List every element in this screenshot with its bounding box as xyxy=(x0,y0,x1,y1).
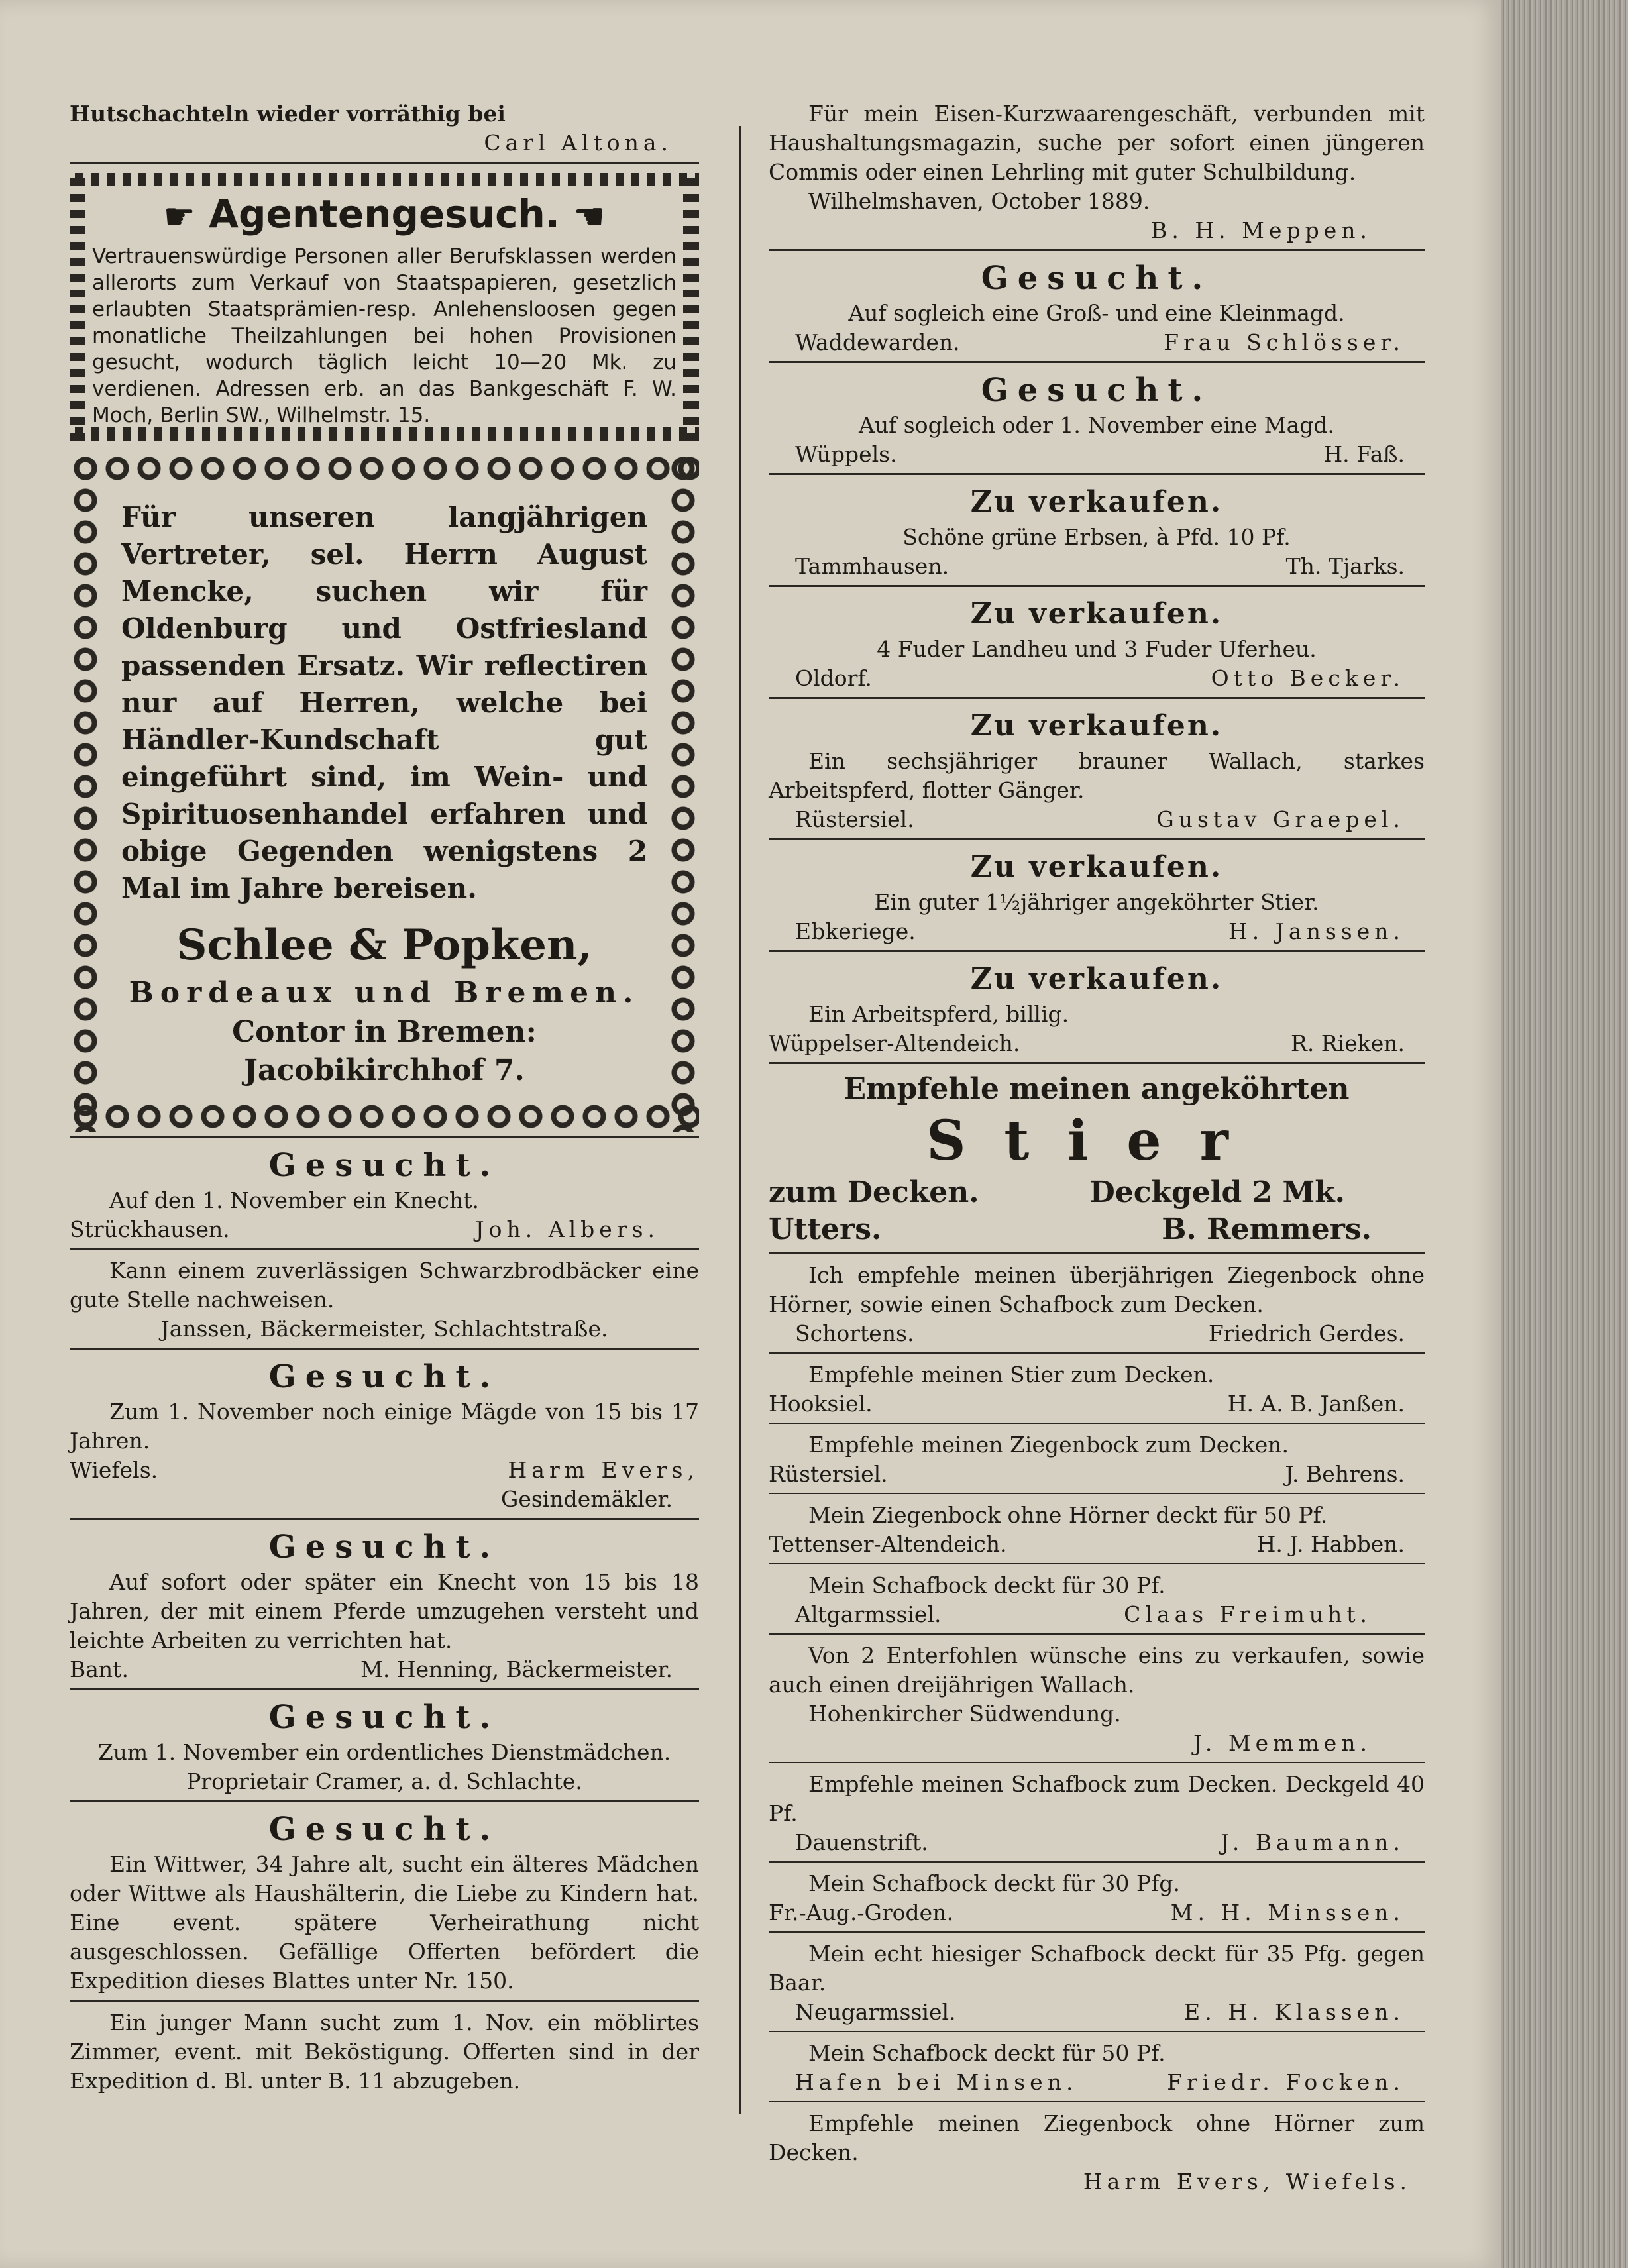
ad-text: zum Decken. xyxy=(769,1175,979,1209)
ad-text: Auf den 1. November ein Knecht. xyxy=(109,1187,480,1213)
ad-text: Empfehle meinen Schafbock zum Decken. Deckgeld 40 Pf. xyxy=(769,1771,1425,1826)
ad-place: Hooksiel. xyxy=(769,1391,873,1417)
ad-text: Kann einem zuverlässigen Schwarzbrodbäcker eine gute Stelle nachweisen. xyxy=(70,1257,699,1313)
ad-signature: Harm Evers, Wiefels. xyxy=(1083,2169,1411,2194)
ad-signature: Claas Freimuht. xyxy=(1124,1601,1372,1627)
ad-text: Hutschachteln wieder vorräthig bei xyxy=(70,101,506,127)
ad-place: Waddewarden. xyxy=(795,329,960,355)
ad-agentengesuch xyxy=(70,173,699,441)
ad-signature: Janssen, Bäckermeister, Schlachtstraße. xyxy=(160,1315,608,1342)
ad-place: Wiefels. xyxy=(70,1456,158,1483)
ad-place: Wüppelser-Altendeich. xyxy=(769,1030,1020,1056)
ad-gesucht-magd-wueppels xyxy=(769,370,1425,475)
ad-place: Tettenser-Altendeich. xyxy=(769,1531,1007,1557)
ad-text: Empfehle meinen Ziegenbock zum Decken. xyxy=(808,1432,1289,1458)
ad-text: Auf sogleich oder 1. November eine Magd. xyxy=(858,412,1335,438)
ad-verkaufen-stier xyxy=(769,847,1425,952)
ad-schafbock-baumann xyxy=(769,1770,1425,1863)
ad-signature: J. Behrens. xyxy=(1285,1461,1405,1487)
ad-text: Ein guter 1½jähriger angeköhrter Stier. xyxy=(874,889,1319,915)
ad-place: Strückhausen. xyxy=(70,1216,230,1242)
ad-text: Ein junger Mann sucht zum 1. Nov. ein möblirtes Zimmer, event. mit Beköstigung. Offerten sind in der Expedition d. Bl. unter B. 11 abzugeben. xyxy=(70,2009,699,2094)
ad-text: Ein sechsjähriger brauner Wallach, starkes Arbeitspferd, flotter Gänger. xyxy=(769,748,1425,803)
ad-title xyxy=(92,188,677,243)
ad-title: Zu verkaufen. xyxy=(970,597,1223,631)
ad-verkaufen-erbsen xyxy=(769,482,1425,587)
ad-title: Zu verkaufen. xyxy=(970,485,1223,519)
ad-title: Gesucht. xyxy=(268,1810,500,1848)
ad-place: Hohenkircher Südwendung. xyxy=(808,1701,1121,1727)
ad-signature: H. Faß. xyxy=(1323,441,1405,467)
ad-text: Zum 1. November noch einige Mägde von 15 bis 17 Jahren. xyxy=(70,1398,699,1454)
ad-date: Wilhelmshaven, October 1889. xyxy=(808,188,1150,214)
ad-schafbock-focken xyxy=(769,2039,1425,2102)
ad-title: Gesucht. xyxy=(981,260,1213,297)
ad-ziegenbock-gerdes xyxy=(769,1261,1425,1354)
ad-signature: H. A. B. Janßen. xyxy=(1227,1391,1405,1417)
ad-contor: Contor in Bremen: xyxy=(232,1014,537,1049)
ad-text: Ein Arbeitspferd, billig. xyxy=(808,1001,1069,1027)
ad-schafbock-klassen xyxy=(769,1939,1425,2032)
ad-firm-cities: Bordeaux und Bremen. xyxy=(129,975,640,1010)
ad-place: Fr.-Aug.-Groden. xyxy=(769,1900,953,1925)
ad-signature: Friedr. Focken. xyxy=(1167,2069,1405,2095)
left-column xyxy=(70,99,699,2096)
ad-verkaufen-arbeitspferd xyxy=(769,959,1425,1064)
ad-place: Rüstersiel. xyxy=(769,1461,888,1487)
ad-title: Zu verkaufen. xyxy=(970,709,1223,743)
ornament-border xyxy=(70,453,101,1132)
ad-signature: B. H. Meppen. xyxy=(1151,217,1372,243)
ad-ziegenbock-evers xyxy=(769,2109,1425,2196)
ornament-border xyxy=(70,1101,699,1132)
ad-title-text: Agentengesuch. xyxy=(209,191,560,237)
ad-verkaufen-wallach xyxy=(769,706,1425,840)
ad-text: 4 Fuder Landheu und 3 Fuder Uferheu. xyxy=(877,636,1317,662)
ad-place: Schortens. xyxy=(795,1321,914,1346)
ad-text: Auf sogleich eine Groß- und eine Kleinmagd. xyxy=(848,300,1345,326)
ad-text: Mein Schafbock deckt für 30 Pf. xyxy=(808,1572,1166,1598)
ad-ziegenbock-habben xyxy=(769,1501,1425,1564)
ad-place: Neugarmssiel. xyxy=(795,1999,956,2025)
ad-signature: B. Remmers. xyxy=(1162,1213,1372,1246)
ad-gesucht-magd-waddewarden xyxy=(769,258,1425,363)
ad-gesucht-haushaelterin xyxy=(70,1809,699,2002)
ad-signature: Joh. Albers. xyxy=(475,1216,659,1242)
ad-gesucht-dienstmaedchen xyxy=(70,1697,699,1802)
ad-title: Zu verkaufen. xyxy=(970,850,1223,884)
ad-signature: E. H. Klassen. xyxy=(1184,1999,1405,2025)
ad-text: Empfehle meinen Stier zum Decken. xyxy=(808,1362,1215,1387)
ad-place: Oldorf. xyxy=(795,665,872,691)
ad-place: Hafen bei Minsen. xyxy=(795,2069,1078,2095)
ad-role: Gesindemäkler. xyxy=(501,1485,673,1512)
ad-zimmer-gesucht xyxy=(70,2008,699,2096)
ad-text: Für unseren langjährigen Vertreter, sel. Herrn August Mencke, suchen wir für Oldenburg und Ostfriesland passenden Ersatz. Wir reflectiren nur auf Herren, welche bei Händler-Kundschaft gut eingeführt sind, im Wein- und Spirituosenhandel erfahren und obige Gegenden wenigstens 2 Mal im Jahre bereisen. xyxy=(121,500,647,904)
ad-title: Gesucht. xyxy=(268,1698,500,1736)
ad-signature: J. Baumann. xyxy=(1221,1829,1405,1855)
ad-price: Deckgeld 2 Mk. xyxy=(1089,1175,1345,1209)
pointing-hand-left-icon: ☚ xyxy=(573,195,606,237)
ad-gesucht-knecht xyxy=(70,1145,699,1250)
ad-signature: Carl Altona. xyxy=(484,130,673,156)
ad-heading: Empfehle meinen angeköhrten xyxy=(843,1072,1350,1106)
ad-title: Zu verkaufen. xyxy=(970,962,1223,996)
ad-ziegenbock-behrens xyxy=(769,1431,1425,1494)
ad-text: Mein Schafbock deckt für 30 Pfg. xyxy=(808,1870,1180,1896)
ornament-border xyxy=(70,453,699,484)
ad-title: Gesucht. xyxy=(268,1528,500,1566)
ad-firm-name: Schlee & Popken, xyxy=(176,920,592,970)
ad-signature: Proprietair Cramer, a. d. Schlachte. xyxy=(186,1768,582,1794)
ad-text: Von 2 Enterfohlen wünsche eins zu verkaufen, sowie auch einen dreijährigen Wallach. xyxy=(769,1643,1425,1698)
ad-enterfohlen xyxy=(769,1641,1425,1763)
ad-text: Empfehle meinen Ziegenbock ohne Hörner zum Decken. xyxy=(769,2110,1425,2165)
ad-place: Altgarmssiel. xyxy=(795,1601,942,1627)
ad-text: Mein Ziegenbock ohne Hörner deckt für 50 Pf. xyxy=(808,1502,1328,1528)
ad-place: Utters. xyxy=(769,1213,882,1246)
ad-address: Jacobikirchhof 7. xyxy=(244,1053,525,1087)
ad-gesucht-maegde xyxy=(70,1356,699,1520)
ad-verkaufen-heu xyxy=(769,594,1425,699)
ad-signature: R. Rieken. xyxy=(1290,1030,1405,1056)
ad-signature: M. Henning, Bäckermeister. xyxy=(360,1656,673,1682)
ad-signature: H. Janssen. xyxy=(1228,918,1405,944)
ad-text: Mein echt hiesiger Schafbock deckt für 35 Pfg. gegen Baar. xyxy=(769,1941,1425,1996)
ad-signature: Gustav Graepel. xyxy=(1156,806,1405,832)
ad-title: Gesucht. xyxy=(268,1358,500,1395)
ad-stier-empfehlung xyxy=(769,1071,1425,1254)
ad-signature: Otto Becker. xyxy=(1211,665,1405,691)
ad-text: Vertrauenswürdige Personen aller Berufsklassen werden allerorts zum Verkauf von Staatspapieren, gesetzlich erlaubten Staatsprämien-resp. Anlehensloosen gegen monatliche Theilzahlungen bei hohen Provisionen gesucht, wodurch täglich leicht 10—20 Mk. zu verdienen. Adressen erb. an das Bankgeschäft F. W. Moch, Berlin SW., Wilhelmstr. 15. xyxy=(92,244,677,427)
pointing-hand-right-icon: ☛ xyxy=(163,195,195,237)
ad-text: Ein Wittwer, 34 Jahre alt, sucht ein älteres Mädchen oder Wittwe als Haushälterin, die Liebe zu Kindern hat. Eine event. spätere Verheirathung nicht ausgeschlossen. Gefällige Offerten befördert die Expedition dieses Blattes unter Nr. 150. xyxy=(70,1851,699,1994)
ad-schwarzbrodbaecker xyxy=(70,1256,699,1350)
ad-commis-gesucht xyxy=(769,99,1425,251)
column-divider xyxy=(739,126,741,2114)
ad-big-title: Stier xyxy=(926,1109,1267,1173)
ad-signature: Harm Evers, xyxy=(508,1456,699,1483)
ad-signature: M. H. Minssen. xyxy=(1170,1900,1405,1925)
ad-signature: Frau Schlösser. xyxy=(1164,329,1405,355)
ad-place: Wüppels. xyxy=(795,441,897,467)
ad-signature: Friedrich Gerdes. xyxy=(1208,1321,1405,1346)
ad-hutschachteln xyxy=(70,99,699,164)
ad-title: Gesucht. xyxy=(981,372,1213,409)
ad-stier-janssen xyxy=(769,1360,1425,1424)
ad-place: Bant. xyxy=(70,1656,129,1682)
ad-place: Dauenstrift. xyxy=(795,1829,928,1855)
ad-text: Ich empfehle meinen überjährigen Ziegenbock ohne Hörner, sowie einen Schafbock zum Decken. xyxy=(769,1262,1425,1317)
ad-text: Zum 1. November ein ordentliches Dienstmädchen. xyxy=(97,1739,671,1765)
ad-text: Für mein Eisen-Kurzwaarengeschäft, verbunden mit Haushaltungsmagazin, suche per sofort einen jüngeren Commis oder einen Lehrling mit guter Schulbildung. xyxy=(769,101,1425,185)
ad-place: Ebkeriege. xyxy=(795,918,916,944)
ad-text: Auf sofort oder später ein Knecht von 15 bis 18 Jahren, der mit einem Pferde umzugehen versteht und leichte Arbeiten zu verrichten hat. xyxy=(70,1568,699,1653)
ad-signature: Th. Tjarks. xyxy=(1285,553,1405,579)
page-edge-stack xyxy=(1501,0,1628,2268)
ad-text: Mein Schafbock deckt für 50 Pf. xyxy=(808,2040,1166,2066)
ad-schafbock-freimuht xyxy=(769,1571,1425,1635)
ad-signature: H. J. Habben. xyxy=(1256,1531,1405,1557)
ad-place: Rüstersiel. xyxy=(795,806,914,832)
ad-schafbock-minssen xyxy=(769,1869,1425,1933)
ad-gesucht-knecht-bant xyxy=(70,1527,699,1690)
ad-text: Schöne grüne Erbsen, à Pfd. 10 Pf. xyxy=(902,524,1291,550)
right-column xyxy=(769,99,1425,2196)
ad-signature: J. Memmen. xyxy=(1193,1730,1372,1756)
ad-place: Tammhausen. xyxy=(795,553,950,579)
ornament-border xyxy=(667,453,699,1132)
ad-title: Gesucht. xyxy=(268,1146,500,1184)
ad-schlee-popken xyxy=(70,453,699,1132)
